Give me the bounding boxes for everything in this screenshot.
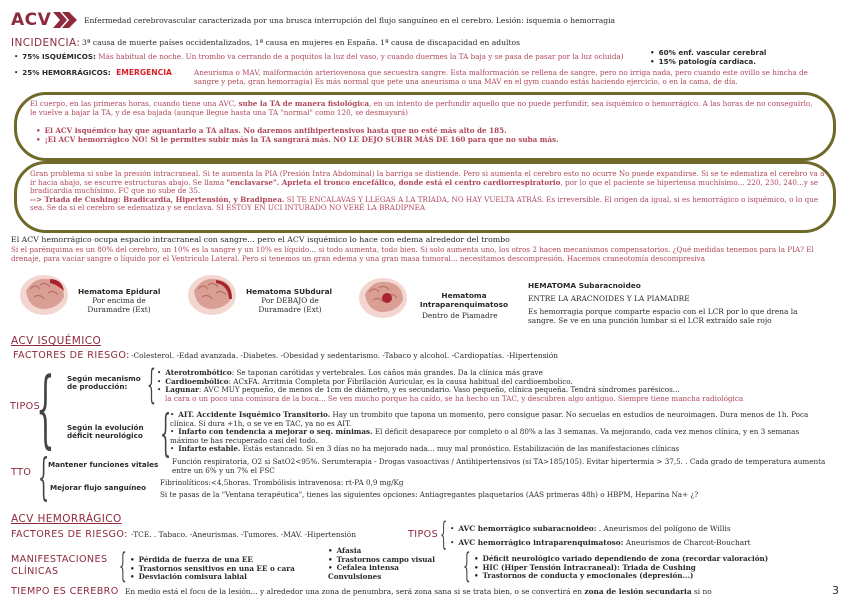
incidencia-text: 3ª causa de muerte países occidentalizados, 1ª causa en mujeres en España. 1ª causa de discapacidad en adultos (82, 38, 520, 47)
emergencia-tag: EMERGENCIA (116, 68, 172, 77)
evolucion-item: • AIT. Accidente Isquémico Transitorio. Hay un trombito que tapona un momento, pero consigue pasar. No secuelas en estudios de neuroimagen. Dura menos de 1h. Poca clínica. Si dura +1h, o se ve en TAC, ya no es AIT. (170, 411, 830, 428)
mecanismo-item: • Lagunar: AVC MUY pequeño, de menos de 1cm de diámetro, y es secundario. Vaso pequeño, clínica pequeña. Tendrá síndromes parésicos... (157, 386, 827, 395)
subdural-brain-icon (186, 269, 238, 317)
ta-callout-item: • ¡El ACV hemorrágico NO! Si le permites subir más la TA sangrará más. NO LE DEJO SUBIR MÁS DE 160 para que no suba más. (36, 136, 816, 145)
hematoma-subaracnoideo-title: HEMATOMA Subaracnoideo (528, 281, 641, 290)
ta-callout-list (36, 127, 816, 144)
evolucion-list (170, 411, 830, 454)
manif-item: • Cefalea intensa (328, 564, 435, 573)
evolucion-item: • Infarto con tendencia a mejorar o seq. mínimas. El déficit desaparece por completo o al 80% a las 3 semanas. Va mejorando, cada vez menos clínica, y en 3 semanas máximo te has recuperado casi del todo. (170, 428, 830, 445)
mecanismo-list (157, 369, 827, 395)
tiempo-text: En medio está el foco de la lesión... y alrededor una zona de penumbra, será zona sana si se trata bien, o se convertirá en zona de lesión secundaria si no (125, 587, 712, 596)
manif-item: • Trastornos campo visual (328, 556, 435, 565)
hemorragicos-line (14, 69, 834, 86)
hem-tipos-label: TIPOS (408, 529, 439, 540)
isq-tipos-label: TIPOS (10, 401, 41, 412)
hematoma-subaracnoideo-extra: Es hemorragia porque comparte espacio con el LCR por lo que drena la sangre. Se ve en una punción lumbar si el LCR extraído sale rojo (528, 307, 798, 325)
manif-item: • Pérdida de fuerza de una EE (130, 556, 295, 565)
edema-line1: El ACV hemorrágico ocupa espacio intracraneal con sangre... pero el ACV isquémico lo hace con edema alrededor del trombo (11, 235, 510, 244)
isquemicos-line (14, 53, 644, 62)
hem-riesgo-text: -TCE. . Tabaco. -Aneurismas. -Tumores. -MAV. -Hipertensión (131, 530, 356, 539)
manif-col2 (328, 547, 435, 581)
mecanismo-brace: { (147, 362, 156, 408)
hematoma-subdural-title: Hematoma SUbdural (246, 287, 333, 296)
title-description: Enfermedad cerebrovascular caracterizada por una brusca interrupción del flujo sanguíneo en el cerebro. Lesión: isquemia o hemorragia (84, 16, 616, 25)
tiempo-label: TIEMPO ES CEREBRO (11, 586, 119, 597)
page-number: 3 (832, 584, 839, 597)
tto-flujo-text: Fibrinolíticos:<4,5horas. Trombólisis intravenosa: rt-PA 0,9 mg/Kg (160, 478, 404, 487)
hem-tipos-list (450, 522, 751, 550)
hematoma-epidural-desc: Por encima de Duramadre (Ext) (87, 296, 151, 314)
page-title: ACV (11, 10, 52, 30)
hematoma-intraparenquimatoso-desc: Dentro de Piamadre (422, 311, 498, 320)
isquemicos-label: 75% ISQUÉMICOS: (22, 52, 96, 61)
manif-item: • Trastornos de conducta y emocionales (depresión...) (474, 572, 768, 581)
mecanismo-label: Según mecanismo de producción: (67, 374, 141, 392)
isquemico-heading: ACV ISQUÉMICO (11, 335, 102, 347)
incidencia-stats (650, 49, 766, 66)
hematoma-epidural-title: Hematoma Epidural (78, 287, 161, 296)
hem-tipos-brace: { (440, 515, 448, 553)
hematoma-subdural-desc: Por DEBAJO de Duramadre (Ext) (258, 296, 322, 314)
hem-tipo-item: • AVC hemorrágico intraparenquimatoso: Aneurismos de Charcot-Bouchart (450, 536, 751, 550)
manif-brace: { (119, 546, 127, 586)
isq-riesgo-text: -Colesterol. -Edad avanzada. -Diabetes. -Obesidad y sedentarismo. -Tabaco y alcohol. -Cardiopatías. -Hipertensión (131, 351, 558, 360)
stat-item: • 60% enf. vascular cerebral (650, 49, 766, 58)
epidural-brain-icon (18, 269, 70, 317)
evolucion-label: Según la evolución déficit neurológico (67, 423, 144, 441)
tipos-brace: { (36, 359, 55, 457)
incidencia-label: INCIDENCIA: (11, 37, 81, 49)
manif-item: • Desviación comisura labial (130, 573, 295, 582)
mecanismo-item: • Aterotrombótico: Se taponan carótidas y vertebrales. Los caños más grandes. Da la clínica más grave (157, 369, 827, 378)
tto-flujo-text2: Si te pasas de la "Ventana terapéutica", tienes las siguientes opciones: Antiagregantes plaquetarios (AAS primeras 48h) o HBPM, Heparina Na+ ¿? (160, 490, 699, 499)
manif-item: Convulsiones (328, 571, 382, 581)
tto-brace: { (38, 448, 50, 506)
manif-col3 (474, 555, 768, 581)
tto-funciones-text: Función respiratoria, O2 si SatO2<95%. Serumterapia - Drogas vasoactivas / Antihipertensivos (si TA>185/105). Evitar hipertermia > 37,5. . Cada grado de temperatura aumenta entre un 6% y un 7% el FSC (172, 457, 826, 475)
ta-callout-text: El cuerpo, en las primeras horas, cuando tiene una AVC, sube la TA de manera fisiológica, en un intento de perfundir aquello que no puede perfundir, sea isquémico o hemorrágico. A las horas de no conseguirlo, le vuelve a bajar la TA, y de esa bajada (aunque llegue hasta una TA "normal" como 120, se desmayará) (30, 99, 813, 117)
isq-riesgo-label: FACTORES DE RIESGO: (13, 350, 130, 361)
manif-label: MANIFESTACIONES CLÍNICAS (11, 554, 108, 577)
manif-item: • HIC (Hiper Tensión Intracraneal): Triada de Cushing (474, 564, 768, 573)
lagunar-note: la cara o un poco una comisura de la boca... Se ven mucho porque ha caído, se ha hecho un TAC, y descubren algo antiguo. Siempre tiene mancha radiológica (165, 394, 744, 403)
ta-callout-item: • El ACV isquémico hay que aguantarlo a TA altas. No daremos antihipertensivos hasta que no esté más alto de 185. (36, 127, 816, 136)
hematoma-intraparenquimatoso-title: Hematoma Intraparenquimatoso (419, 291, 509, 309)
hemorragico-heading: ACV HEMORRÁGICO (11, 513, 122, 525)
hem-riesgo-label: FACTORES DE RIESGO: (11, 529, 128, 540)
tto-label: TTO (11, 467, 32, 478)
manif-col1 (130, 556, 295, 582)
edema-line2: Si el parénquima es un 80% del cerebro, un 10% es la sangre y un 10% es líquido... si todo aumenta, todo bien. Si solo aumenta uno, los otros 2 hacen mecanismos compensatorios. ¿Qué medidas tenemos para la PIA? El drenaje, para vaciar sangre o líquido por el Ventrículo Lateral. Pero si tenemos un gran edema y una gran masa tumoral... necesitamos descompresión. Hacemos craneotomía descompresiva (11, 245, 814, 263)
double-chevron-icon (52, 11, 78, 29)
mecanismo-item: • Cardioembólico: ACxFA. Arritmia Completa por Fibrilación Auricular, es la causa habitual del cardioembolico. (157, 378, 827, 387)
hemorragicos-label: 25% HEMORRÁGICOS: (22, 68, 111, 77)
tto-flujo-label: Mejorar flujo sanguíneo (50, 483, 147, 492)
hematoma-subaracnoideo-desc: ENTRE LA ARACNOIDES Y LA PIAMADRE (528, 294, 690, 303)
manif-brace-2: { (463, 546, 471, 586)
manif-item: • Afasia (328, 547, 435, 556)
evolucion-brace: { (160, 404, 172, 462)
manif-item: • Déficit neurológico variado dependiendo de zona (recordar valoración) (474, 555, 768, 564)
intraparenquimatoso-brain-icon (357, 272, 409, 320)
manif-item: • Trastornos sensitivos en una EE o cara (130, 565, 295, 574)
hemorragicos-text: Aneurisma o MAV, malformación arteriovenosa que secuestra sangre. Esta malformación se rellena de sangre, pero no irriga nada, pero cuando este ovillo se hincha de sangre y peta, gran hemorragia) Es más normal que pete una aneurisma o una MAV en el gym cuando estás haciendo ejercicio, o en la cama, de día. (194, 68, 808, 86)
stat-item: • 15% patología cardiaca. (650, 58, 766, 67)
pic-callout-text: Gran problema si sube la presión intracraneal. Si te aumenta la PIA (Presión Intra Abdominal) la barriga se distiende. Pero si aumenta el cerebro esto no ocurre No puede expandirse. Si se te edematiza el cerebro va a ir hacia abajo, se escurre estructuras abajo. Se llama "enclavarse". Aprieta el tronco encefálico, donde está el centro cardiorrespiratorio, por lo que el paciente se hipertensa muchísimo... 220, 230, 240...y se bradicardia muchísimo. FC que no sube de 35. --> Triada de Cushing: Bradicardia, Hipertensión, y Bradipnea. SI TE ENCALAVAS Y LLEGAS A LA TRIADA, NO HAY VUELTA ATRÁS. Es irreversible. El origen da igual, si es hemorrágico o isquémico, o lo que sea. Se da si el cerebro se edematiza y se enclava. SI ESTOY EN UCI INTUBADO NO VERÉ LA BRADIPNEA (30, 169, 825, 213)
evolucion-item: • Infarto estable. Estás estancado. Si en 3 días no ha mejorado nada... muy mal pronóstico. Estabilización de las manifestaciones clínicas (170, 445, 830, 454)
tto-funciones-label: Mantener funciones vitales (48, 460, 159, 469)
hem-tipo-item: • AVC hemorrágico subaracnoideo: . Aneurismos del polígono de Willis (450, 522, 751, 536)
isquemicos-text: Más habitual de noche. Un trombo va cerrando de a poquitos la luz del vaso, y cuando duermes la TA baja y se pasa de pasar por la luz ocluida) (98, 52, 624, 61)
